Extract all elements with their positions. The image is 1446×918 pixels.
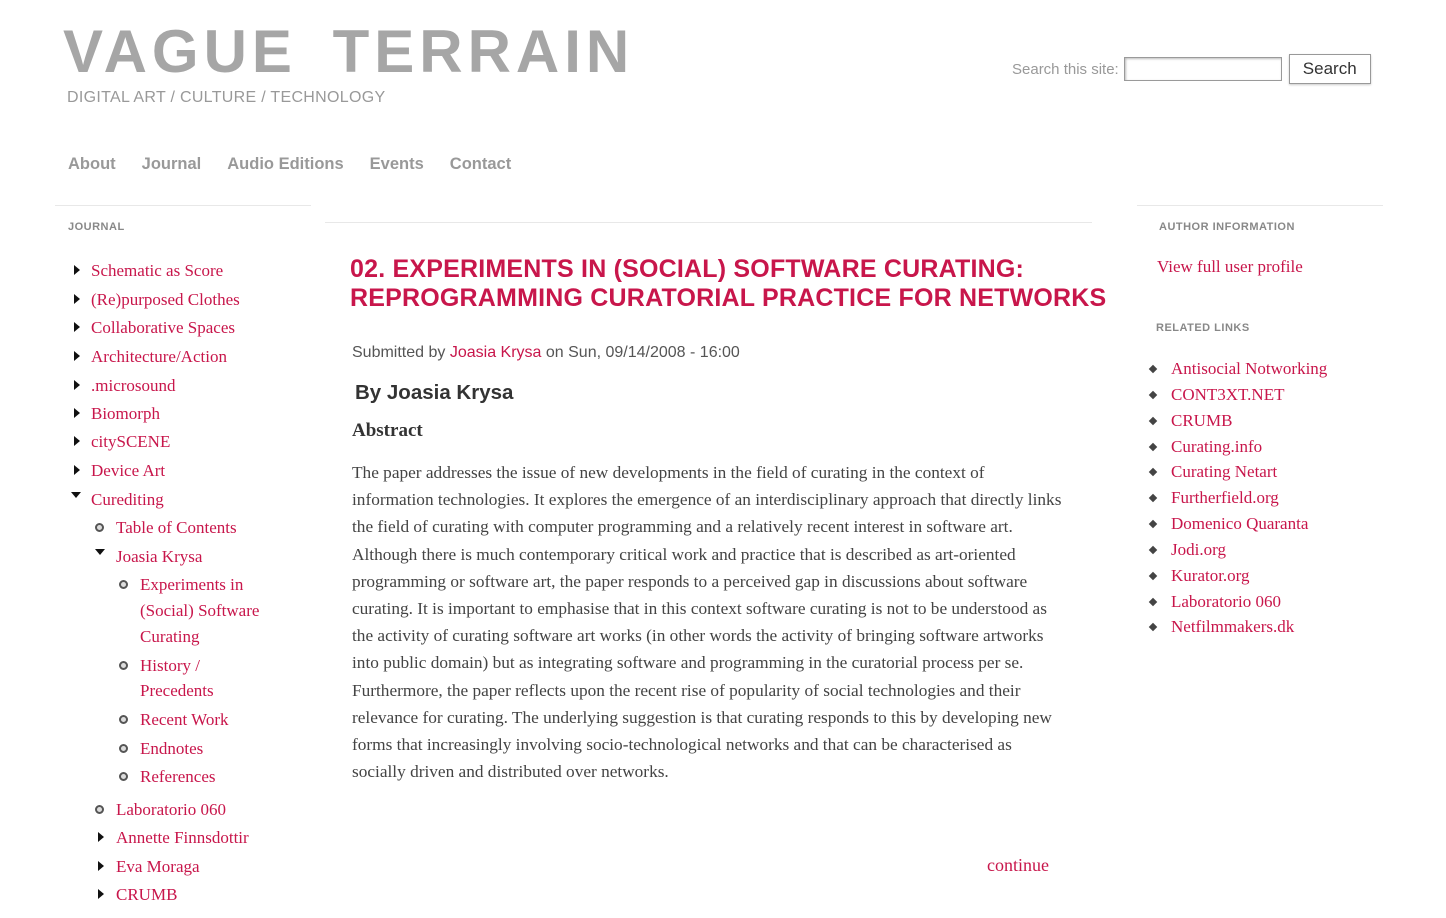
tree-item-annette-finnsdottir[interactable]: Annette Finnsdottir	[116, 828, 249, 847]
diamond-bullet-icon	[1149, 494, 1157, 502]
related-link-crumb[interactable]: CRUMB	[1171, 411, 1233, 430]
tree-item-curediting[interactable]: Curediting	[91, 490, 164, 509]
collapsed-arrow-icon[interactable]	[98, 832, 104, 842]
search-button[interactable]: Search	[1289, 54, 1371, 84]
right-divider	[1137, 205, 1383, 206]
main-divider	[325, 222, 1092, 223]
tree-item-social-software[interactable]: (Social) Software	[140, 601, 260, 620]
abstract-heading: Abstract	[352, 420, 423, 441]
continue-link[interactable]: continue	[987, 855, 1049, 875]
tree-item-collaborative-spaces[interactable]: Collaborative Spaces	[91, 318, 235, 337]
diamond-bullet-icon	[1149, 572, 1157, 580]
diamond-bullet-icon	[1149, 520, 1157, 528]
leaf-bullet-icon	[119, 661, 128, 670]
tree-item-device-art[interactable]: Device Art	[91, 461, 166, 480]
related-link-netfilmmakers[interactable]: Netfilmmakers.dk	[1171, 617, 1295, 636]
article-title[interactable]: 02. EXPERIMENTS IN (SOCIAL) SOFTWARE CURATING: REPROGRAMMING CURATORIAL PRACTICE FOR NETWORKS	[350, 255, 1107, 312]
leaf-bullet-icon	[119, 580, 128, 589]
diamond-bullet-icon	[1149, 623, 1157, 631]
nav-contact[interactable]: Contact	[449, 155, 512, 173]
tree-item-biomorph[interactable]: Biomorph	[91, 404, 160, 423]
related-links-heading: RELATED LINKS	[1156, 322, 1250, 334]
search-label: Search this site:	[1012, 60, 1119, 78]
diamond-bullet-icon	[1149, 443, 1157, 451]
collapsed-arrow-icon[interactable]	[74, 322, 80, 332]
related-link-furtherfield[interactable]: Furtherfield.org	[1171, 488, 1279, 507]
related-link-cont3xt[interactable]: CONT3XT.NET	[1171, 385, 1285, 404]
nav-events[interactable]: Events	[369, 155, 424, 173]
related-link-curating-netart[interactable]: Curating Netart	[1171, 462, 1278, 481]
submitted-info	[352, 344, 740, 362]
search-input[interactable]	[1124, 57, 1282, 81]
left-divider	[55, 205, 311, 206]
tree-item-joasia-krysa[interactable]: Joasia Krysa	[116, 547, 203, 566]
view-profile-link[interactable]: View full user profile	[1157, 257, 1303, 276]
collapsed-arrow-icon[interactable]	[98, 861, 104, 871]
collapsed-arrow-icon[interactable]	[74, 294, 80, 304]
diamond-bullet-icon	[1149, 391, 1157, 399]
collapsed-arrow-icon[interactable]	[74, 380, 80, 390]
diamond-bullet-icon	[1149, 546, 1157, 554]
leaf-bullet-icon	[119, 715, 128, 724]
primary-nav	[68, 155, 537, 174]
tree-item-microsound[interactable]: .microsound	[91, 376, 176, 395]
diamond-bullet-icon	[1149, 365, 1157, 373]
nav-about[interactable]: About	[68, 155, 116, 173]
tree-item-architecture-action[interactable]: Architecture/Action	[91, 347, 227, 366]
article-byline: By Joasia Krysa	[355, 381, 514, 404]
submitted-prefix: Submitted by	[352, 344, 446, 361]
submitted-date: on Sun, 09/14/2008 - 16:00	[545, 344, 740, 361]
tree-item-endnotes[interactable]: Endnotes	[140, 739, 204, 758]
related-link-antisocial-notworking[interactable]: Antisocial Notworking	[1171, 359, 1328, 378]
expanded-arrow-icon[interactable]	[95, 549, 105, 555]
site-slogan: DIGITAL ART / CULTURE / TECHNOLOGY	[67, 89, 386, 106]
author-link[interactable]: Joasia Krysa	[449, 344, 542, 361]
tree-item-recent-work[interactable]: Recent Work	[140, 710, 229, 729]
tree-item-experiments-in[interactable]: Experiments in	[140, 575, 244, 594]
collapsed-arrow-icon[interactable]	[74, 408, 80, 418]
tree-item-crumb[interactable]: CRUMB	[116, 885, 178, 904]
author-info-heading: AUTHOR INFORMATION	[1159, 221, 1295, 233]
tree-item-table-of-contents[interactable]: Table of Contents	[116, 518, 237, 537]
tree-item-precedents[interactable]: Precedents	[140, 681, 214, 700]
related-link-domenico-quaranta[interactable]: Domenico Quaranta	[1171, 514, 1309, 533]
diamond-bullet-icon	[1149, 468, 1157, 476]
tree-item-eva-moraga[interactable]: Eva Moraga	[116, 857, 200, 876]
journal-heading: JOURNAL	[68, 221, 125, 233]
tree-item-history[interactable]: History /	[140, 656, 200, 675]
leaf-bullet-icon	[95, 523, 104, 532]
collapsed-arrow-icon[interactable]	[74, 351, 80, 361]
nav-audio-editions[interactable]: Audio Editions	[227, 155, 344, 173]
collapsed-arrow-icon[interactable]	[74, 265, 80, 275]
diamond-bullet-icon	[1149, 598, 1157, 606]
related-link-laboratorio-060[interactable]: Laboratorio 060	[1171, 592, 1281, 611]
collapsed-arrow-icon[interactable]	[74, 436, 80, 446]
nav-journal[interactable]: Journal	[141, 155, 202, 173]
leaf-bullet-icon	[119, 772, 128, 781]
diamond-bullet-icon	[1149, 417, 1157, 425]
expanded-arrow-icon[interactable]	[71, 492, 81, 498]
search-form	[1012, 53, 1371, 85]
tree-item-curating[interactable]: Curating	[140, 627, 200, 646]
related-link-kurator[interactable]: Kurator.org	[1171, 566, 1250, 585]
leaf-bullet-icon	[119, 744, 128, 753]
tree-item-cityscene[interactable]: citySCENE	[91, 432, 171, 451]
related-link-curating-info[interactable]: Curating.info	[1171, 437, 1263, 456]
tree-item-repurposed-clothes[interactable]: (Re)purposed Clothes	[91, 290, 240, 309]
collapsed-arrow-icon[interactable]	[98, 889, 104, 899]
tree-item-references[interactable]: References	[140, 767, 216, 786]
collapsed-arrow-icon[interactable]	[74, 465, 80, 475]
tree-item-schematic-as-score[interactable]: Schematic as Score	[91, 261, 224, 280]
abstract-body: The paper addresses the issue of new developments in the field of curating in the context of information technologies. It explores the emergence of an interdisciplinary approach that directly links the field of curating with computer programming and a relatively recent interest in software art. Although there is much contemporary critical work and practice that is described as art-oriented programming or software art, the paper responds to a perceived gap in discussions about software curating. It is important to emphasise that in this context software curating is not to be understood as the activity of curating software art works (in other words the activity of bringing software artworks into public domain) but as integrating software and programming in the curatorial process per se. Furthermore, the paper reflects upon the recent rise of popularity of social technologies and their relevance for curating. The underlying suggestion is that curating responds to this by developing new forms that increasingly involving socio-technological networks and that can be characterised as socially driven and distributed over networks.	[352, 463, 1062, 782]
leaf-bullet-icon	[95, 805, 104, 814]
related-link-jodi[interactable]: Jodi.org	[1171, 540, 1226, 559]
site-title[interactable]: VAGUE TERRAIN	[63, 18, 635, 85]
tree-item-laboratorio-060[interactable]: Laboratorio 060	[116, 800, 226, 819]
